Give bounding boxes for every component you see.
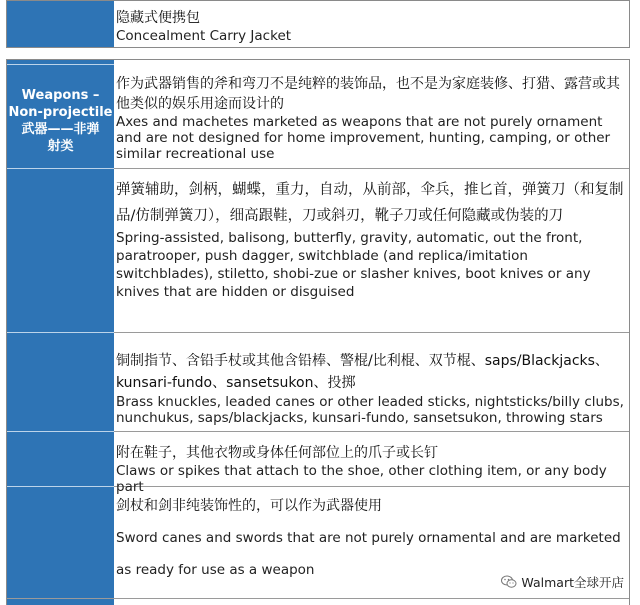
table-row (116, 496, 627, 578)
row-en-text: Sword canes and swords that are not purely ornamental and are marketed (116, 530, 621, 546)
row-zh-text: 铜制指节、含铅手杖或其他含铅棒、警棍/比利棍、双节棍、saps/Blackjacks、kunsari-fundo、sansetsukon、投掷 (116, 353, 609, 391)
category-label (7, 87, 114, 155)
watermark-text: Walmart全球开店 (521, 575, 624, 590)
row-divider (7, 598, 629, 599)
category-row-rule (7, 332, 114, 333)
category-row-rule (7, 431, 114, 432)
row-zh-text: 附在鞋子，其他衣物或身体任何部位上的爪子或长钉 (116, 445, 438, 461)
category-top-rule (7, 64, 114, 65)
category-en-line2: Non-projectile (8, 105, 113, 120)
top-table-fragment (6, 0, 630, 48)
row-zh-text: 弹簧辅助，剑柄，蝴蝶，重力，自动，从前部，伞兵，推匕首，弹簧刀（和复制品/仿制弹簧刀），细高跟鞋，刀或斜刃，靴子刀或任何隐藏或伪装的刀 (116, 182, 624, 224)
category-row-rule (7, 168, 114, 169)
row-zh-text: 剑杖和剑非纯装饰性的，可以作为武器使用 (116, 498, 382, 514)
wechat-icon (501, 575, 517, 589)
row-en-text: Spring-assisted, balisong, butterfly, gravity, automatic, out the front, paratrooper, push dagger, switchblade (and replica/imitation switchblades), stiletto, shobi-zue or slasher knives, boot knives or any knives that are hidden or disguised (116, 230, 591, 300)
row-en-text: Axes and machetes marketed as weapons that are not purely ornament and are not designed for home improvement, hunting, camping, or other similar recreational use (116, 114, 611, 162)
table-row (116, 177, 627, 301)
table-row (116, 350, 627, 426)
category-zh-line2: 射类 (47, 139, 74, 154)
table-row (116, 74, 627, 162)
category-row-rule (7, 486, 114, 487)
watermark (501, 573, 624, 591)
weapons-table (6, 59, 630, 605)
top-left-band (7, 1, 114, 47)
row-en-text: Brass knuckles, leaded canes or other leaded sticks, nightsticks/billy clubs, nunchukus, saps/blackjacks, kunsari-fundo, sansetsukon, throwing stars (116, 394, 624, 426)
top-row-cell (116, 8, 627, 44)
table-row (116, 443, 627, 495)
row-en-text: as ready for use as a weapon (116, 562, 315, 578)
row-zh-text: 作为武器销售的斧和弯刀不是纯粹的装饰品，也不是为家庭装修、打猎、露营或其他类似的娱乐用途而设计的 (116, 76, 620, 112)
row-en-text: Claws or spikes that attach to the shoe, other clothing item, or any body part (116, 463, 607, 495)
top-row-en: Concealment Carry Jacket (116, 28, 292, 44)
category-zh-line1: 武器——非弹 (21, 122, 100, 137)
category-en-line1: Weapons – (21, 88, 100, 103)
top-row-zh: 隐藏式便携包 (116, 10, 200, 26)
